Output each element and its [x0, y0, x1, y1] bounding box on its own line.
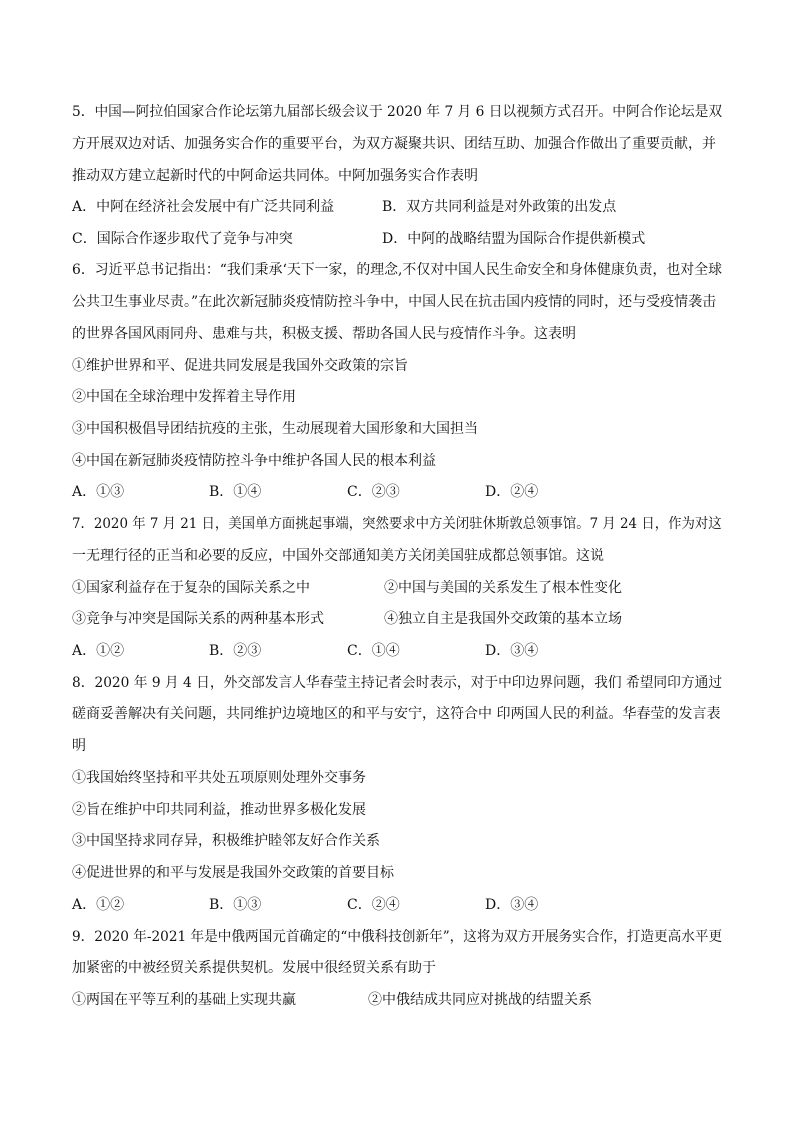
q9-item-2: ②中俄结成共同应对挑战的结盟关系	[368, 992, 592, 1008]
q8-option-a[interactable]: A．①②	[72, 897, 125, 913]
q7-item-3: ③竞争与冲突是国际关系的两种基本形式	[72, 611, 324, 627]
q5-option-a[interactable]: A．中阿在经济社会发展中有广泛共同利益	[72, 199, 335, 215]
q6-option-d[interactable]: D．②④	[485, 484, 539, 500]
q5-stem-line-3: 推动双方建立起新时代的中阿命运共同体。中阿加强务实合作表明	[72, 168, 478, 184]
q6-item-2: ②中国在全球治理中发挥着主导作用	[72, 389, 296, 405]
q8-item-3: ③中国坚持求同存异，积极维护睦邻友好合作关系	[72, 833, 380, 849]
q5-stem-line-2: 方开展双边对话、加强务实合作的重要平台，为双方凝聚共识、团结互助、加强合作做出了重要贡献，并	[72, 136, 716, 152]
q5-option-b[interactable]: B．双方共同利益是对外政策的出发点	[382, 199, 617, 215]
q7-option-c[interactable]: C．①④	[347, 643, 400, 659]
q6-stem-line-1: 6．习近平总书记指出：“我们秉承‘天下一家，的理念,不仅对中国人民生命安全和身体健康负责，也对全球	[72, 262, 722, 278]
q6-option-c[interactable]: C．②③	[347, 484, 400, 500]
q6-item-4: ④中国在新冠肺炎疫情防控斗争中维护各国人民的根本利益	[72, 453, 436, 469]
q8-item-2: ②旨在维护中印共同利益，推动世界多极化发展	[72, 802, 366, 818]
q9-item-1: ①两国在平等互利的基础上实现共赢	[72, 992, 296, 1008]
q7-option-d[interactable]: D．③④	[485, 643, 539, 659]
q7-item-2: ②中国与美国的关系发生了根本性变化	[384, 580, 622, 596]
q7-stem-line-2: 一无理行径的正当和必要的反应，中国外交部通知美方关闭美国驻成都总领事馆。这说	[72, 548, 604, 564]
q5-stem-line-1: 5．中国—阿拉伯国家合作论坛第九届部长级会议于 2020 年 7 月 6 日以视频方式召开。中阿合作论坛是双	[72, 104, 723, 120]
q8-item-4: ④促进世界的和平与发展是我国外交政策的首要目标	[72, 865, 394, 881]
q8-item-1: ①我国始终坚持和平共处五项原则处理外交事务	[72, 770, 366, 786]
q8-stem-line-1: 8．2020 年 9 月 4 日，外交部发言人华春莹主持记者会时表示，对于中印边界问题，我们 希望同印方通过	[72, 675, 723, 691]
q6-item-1: ①维护世界和平、促进共同发展是我国外交政策的宗旨	[72, 358, 408, 374]
q8-stem-line-2: 磋商妥善解决有关问题，共同维护边境地区的和平与安宁，这符合中 印两国人民的利益。华春莹的发言表	[72, 706, 721, 722]
q8-stem-line-3: 明	[72, 738, 86, 754]
q5-option-d[interactable]: D．中阿的战略结盟为国际合作提供新模式	[382, 231, 646, 247]
q9-stem-line-1: 9．2020 年-2021 年是中俄两国元首确定的“中俄科技创新年”，这将为双方开展务实合作，打造更高水平更	[72, 929, 723, 945]
q8-option-c[interactable]: C．②④	[347, 897, 400, 913]
q7-option-b[interactable]: B．②③	[209, 643, 262, 659]
q7-stem-line-1: 7．2020 年 7 月 21 日，美国单方面挑起事端，突然要求中方关闭驻休斯敦总领事馆。7 月 24 日，作为对这	[72, 516, 722, 532]
q7-item-1: ①国家利益存在于复杂的国际关系之中	[72, 580, 310, 596]
q6-stem-line-3: 的世界各国风雨同舟、患难与共，积极支援、帮助各国人民与疫情作斗争。这表明	[72, 326, 576, 342]
q8-option-b[interactable]: B．①③	[209, 897, 262, 913]
q6-option-a[interactable]: A．①③	[72, 484, 125, 500]
q6-stem-line-2: 公共卫生事业尽责。”在此次新冠肺炎疫情防控斗争中，中国人民在抗击国内疫情的同时，还与受疫情袭击	[72, 294, 717, 310]
q9-stem-line-2: 加紧密的中被经贸关系提供契机。发展中很经贸关系有助于	[72, 960, 436, 976]
q7-option-a[interactable]: A．①②	[72, 643, 125, 659]
q7-item-4: ④独立自主是我国外交政策的基本立场	[384, 611, 622, 627]
q8-option-d[interactable]: D．③④	[485, 897, 539, 913]
q6-option-b[interactable]: B．①④	[209, 484, 262, 500]
q5-option-c[interactable]: C．国际合作逐步取代了竞争与冲突	[72, 231, 293, 247]
q6-item-3: ③中国积极倡导团结抗疫的主张，生动展现着大国形象和大国担当	[72, 421, 478, 437]
